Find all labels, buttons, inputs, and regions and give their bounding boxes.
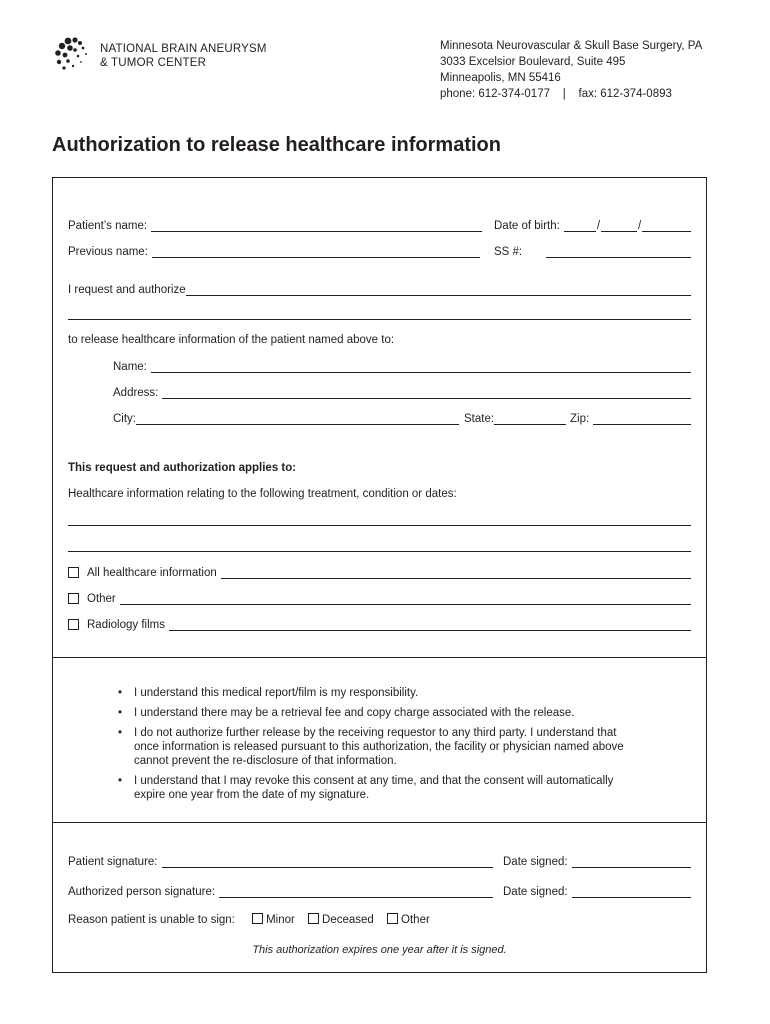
ss-label: SS #: [494,246,523,258]
reason-other-checkbox[interactable] [387,913,398,924]
recipient-address-line[interactable] [162,388,691,399]
authorize-label: I request and authorize [68,284,186,296]
radiology-checkbox[interactable] [68,619,79,630]
recipient-name-field[interactable] [113,358,691,374]
recipient-zip-field[interactable] [570,410,691,426]
dob-separator: / [596,220,601,232]
reason-minor-option[interactable] [252,914,298,926]
dob-label: Date of birth: [494,220,560,232]
recipient-city-line[interactable] [136,414,459,425]
address-contact-line: phone: 612-374-0177 | fax: 612-374-0893 [440,88,672,100]
radiology-line[interactable] [169,620,691,631]
recipient-city-field[interactable] [113,410,459,426]
dob-year-line[interactable] [642,221,691,232]
recipient-state-label: State: [464,413,495,425]
treatment-line-2[interactable] [68,551,691,552]
ss-line[interactable] [546,247,691,258]
radiology-label: Radiology films [87,619,165,631]
recipient-city-label: City: [113,413,136,425]
applies-description: Healthcare information relating to the following treatment, condition or dates: [68,488,457,500]
statement-text: once information is released pursuant to this authorization, the facility or physician named above [134,741,624,753]
patient-signature-field[interactable] [68,853,493,869]
patient-signature-label: Patient signature: [68,856,158,868]
authorized-date-field[interactable] [503,883,691,899]
authorize-line-2[interactable] [68,319,691,320]
patient-name-line[interactable] [151,221,482,232]
statement-list [118,686,658,808]
reason-label: Reason patient is unable to sign: [68,914,235,926]
reason-deceased-option[interactable] [308,914,377,926]
dob-day-line[interactable] [601,221,637,232]
all-healthcare-checkbox[interactable] [68,567,79,578]
patient-signature-line[interactable] [162,857,493,868]
previous-name-label: Previous name: [68,246,148,258]
bullet-icon: • [118,707,123,719]
bullet-icon: • [118,727,123,739]
statement-item [118,686,658,700]
clinic-address [440,38,702,102]
minor-label: Minor [266,914,295,926]
address-line: Minneapolis, MN 55416 [440,72,561,84]
authorized-date-line[interactable] [572,887,691,898]
recipient-state-line[interactable] [494,414,566,425]
expiration-note: This authorization expires one year after it is signed. [252,944,507,956]
statement-text: cannot prevent the re-disclosure of that information. [134,755,397,767]
radiology-option[interactable] [68,616,691,632]
previous-name-line[interactable] [152,247,480,258]
patient-date-field[interactable] [503,853,691,869]
section-divider [52,822,707,823]
reason-row [68,913,430,927]
date-of-birth-field[interactable] [494,217,691,233]
page-title: Authorization to release healthcare information [52,134,501,156]
previous-name-field[interactable] [68,243,480,259]
all-healthcare-line[interactable] [221,568,691,579]
patient-date-label: Date signed: [503,856,568,868]
authorized-signature-field[interactable] [68,883,493,899]
treatment-line-1[interactable] [68,525,691,526]
address-line: Minnesota Neurovascular & Skull Base Surgery, PA [440,40,703,52]
applies-heading: This request and authorization applies to: [68,462,297,474]
bullet-icon: • [118,775,123,787]
deceased-label: Deceased [322,914,374,926]
dob-month-line[interactable] [564,221,596,232]
release-text: to release healthcare information of the patient named above to: [68,334,395,346]
statement-item [118,726,658,768]
patient-name-field[interactable] [68,217,482,233]
organization-logo [54,36,284,76]
statement-text: I understand there may be a retrieval fee and copy charge associated with the release. [134,707,575,719]
logo-line-1: NATIONAL BRAIN ANEURYSM [100,43,267,55]
other-line[interactable] [120,594,691,605]
authorize-field[interactable] [68,281,691,297]
deceased-checkbox[interactable] [308,913,319,924]
all-healthcare-label: All healthcare information [87,567,217,579]
other-option[interactable] [68,590,691,606]
logo-dots-icon [54,36,94,76]
recipient-state-field[interactable] [464,410,566,426]
ss-number-field[interactable] [494,243,691,259]
minor-checkbox[interactable] [252,913,263,924]
bullet-icon: • [118,687,123,699]
authorized-signature-label: Authorized person signature: [68,886,216,898]
address-line: 3033 Excelsior Boulevard, Suite 495 [440,56,626,68]
recipient-name-label: Name: [113,361,147,373]
recipient-zip-line[interactable] [593,414,691,425]
authorized-signature-line[interactable] [219,887,493,898]
statement-text: I understand this medical report/film is my responsibility. [134,687,419,699]
reason-other-label: Other [401,914,430,926]
other-checkbox[interactable] [68,593,79,604]
section-divider [52,657,707,658]
recipient-zip-label: Zip: [570,413,590,425]
authorized-date-label: Date signed: [503,886,568,898]
statement-item [118,774,658,802]
statement-text: I understand that I may revoke this consent at any time, and that the consent will automatically [134,775,614,787]
authorize-line[interactable] [186,285,691,296]
recipient-address-field[interactable] [113,384,691,400]
statement-text: expire one year from the date of my signature. [134,789,370,801]
other-label: Other [87,593,116,605]
statement-text: I do not authorize further release by the receiving requestor to any third party. I understand that [134,727,617,739]
recipient-address-label: Address: [113,387,159,399]
logo-line-2: & TUMOR CENTER [100,57,207,69]
dob-separator: / [638,220,642,232]
recipient-name-line[interactable] [151,362,691,373]
patient-date-line[interactable] [572,857,691,868]
all-healthcare-option[interactable] [68,564,691,580]
statement-item [118,706,658,720]
patient-name-label: Patient’s name: [68,220,148,232]
reason-other-option[interactable] [387,914,430,926]
